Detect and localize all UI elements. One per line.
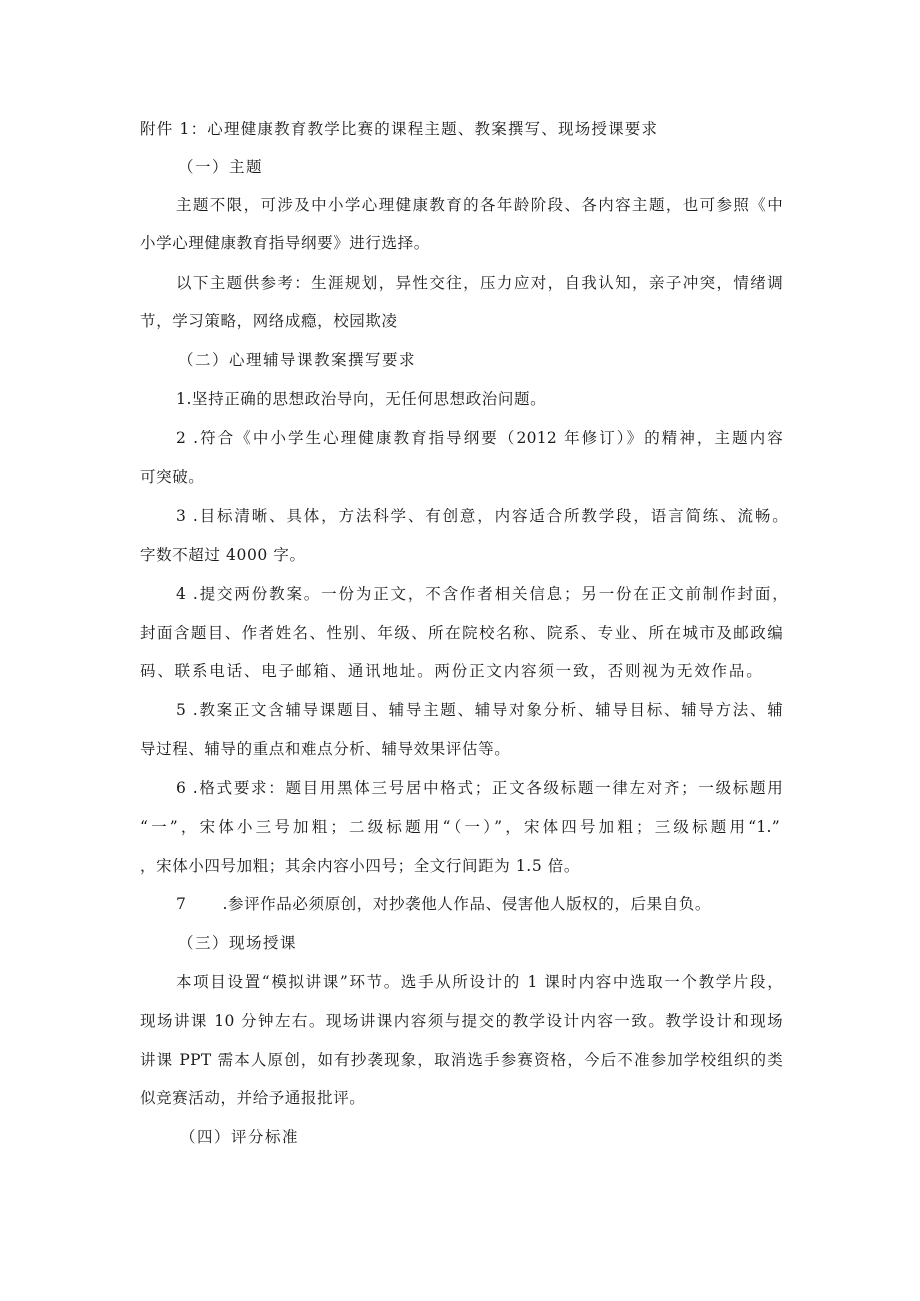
requirement-item-6-cont: ，宋体小四号加粗；其余内容小四号；全文行间距为 1.5 倍。: [140, 857, 581, 875]
requirement-item-6-cont: “一”，宋体小三号加粗；二级标题用“（一）”，宋体四号加粗；三级标题用“1.”: [140, 818, 780, 836]
requirement-item-4: 4 .提交两份教案。一份为正文，不含作者相关信息；另一份在正文前制作封面，: [176, 585, 788, 603]
section-heading-theme: （一）主题: [178, 158, 264, 176]
section-heading-onsite-teaching: （三）现场授课: [178, 934, 298, 952]
onsite-paragraph-line: 本项目设置“模拟讲课”环节。选手从所设计的 1 课时内容中选取一个教学片段，: [176, 973, 783, 991]
requirement-item-7-text: .参评作品必须原创，对抄袭他人作品、侵害他人版权的，后果自负。: [222, 895, 711, 913]
section-heading-scoring: （四）评分标准: [180, 1128, 300, 1146]
theme-paragraph-line: 主题不限，可涉及中小学心理健康教育的各年龄阶段、各内容主题，也可参照《中: [176, 196, 783, 214]
requirement-item-4-cont: 封面含题目、作者姓名、性别、年级、所在院校名称、院系、专业、所在城市及邮政编: [140, 624, 783, 642]
onsite-paragraph-line: 讲课 PPT 需本人原创，如有抄袭现象，取消选手参赛资格，今后不准参加学校组织的类: [140, 1051, 783, 1069]
requirement-item-4-cont: 码、联系电话、电子邮箱、通讯地址。两份正文内容须一致，否则视为无效作品。: [140, 662, 762, 680]
theme-suggestions-line: 以下主题供参考：生涯规划，异性交往，压力应对，自我认知，亲子冲突，情绪调: [176, 274, 783, 292]
requirement-item-5-cont: 导过程、辅导的重点和难点分析、辅导效果评估等。: [140, 740, 511, 758]
onsite-paragraph-line: 现场讲课 10 分钟左右。现场讲课内容须与提交的教学设计内容一致。教学设计和现场: [140, 1012, 783, 1030]
requirement-item-7: [176, 894, 711, 914]
requirement-item-2-cont: 可突破。: [140, 468, 205, 486]
onsite-paragraph-line: 似竞赛活动，并给予通报批评。: [140, 1089, 366, 1107]
requirement-item-7-number: 7: [176, 895, 187, 913]
requirement-item-3-cont: 字数不超过 4000 字。: [140, 546, 306, 564]
requirement-item-2: 2 .符合《中小学生心理健康教育指导纲要（2012 年修订）》的精神，主题内容: [176, 429, 783, 447]
requirement-item-6: 6 .格式要求：题目用黑体三号居中格式；正文各级标题一律左对齐；一级标题用: [176, 779, 783, 797]
theme-suggestions-line: 节，学习策略，网络成瘾，校园欺凌: [140, 312, 398, 330]
requirement-item-5: 5 .教案正文含辅导课题目、辅导主题、辅导对象分析、辅导目标、辅导方法、辅: [176, 701, 783, 719]
requirement-item-3: 3 .目标清晰、具体，方法科学、有创意，内容适合所教学段，语言简练、流畅。: [176, 507, 788, 525]
theme-paragraph-line: 小学心理健康教育指导纲要》进行选择。: [140, 234, 430, 252]
requirement-item-1: 1.坚持正确的思想政治导向，无任何思想政治问题。: [176, 390, 547, 408]
document-title: 附件 1：心理健康教育教学比赛的课程主题、教案撰写、现场授课要求: [140, 120, 659, 138]
section-heading-lesson-plan: （二）心理辅导课教案撰写要求: [178, 351, 417, 369]
